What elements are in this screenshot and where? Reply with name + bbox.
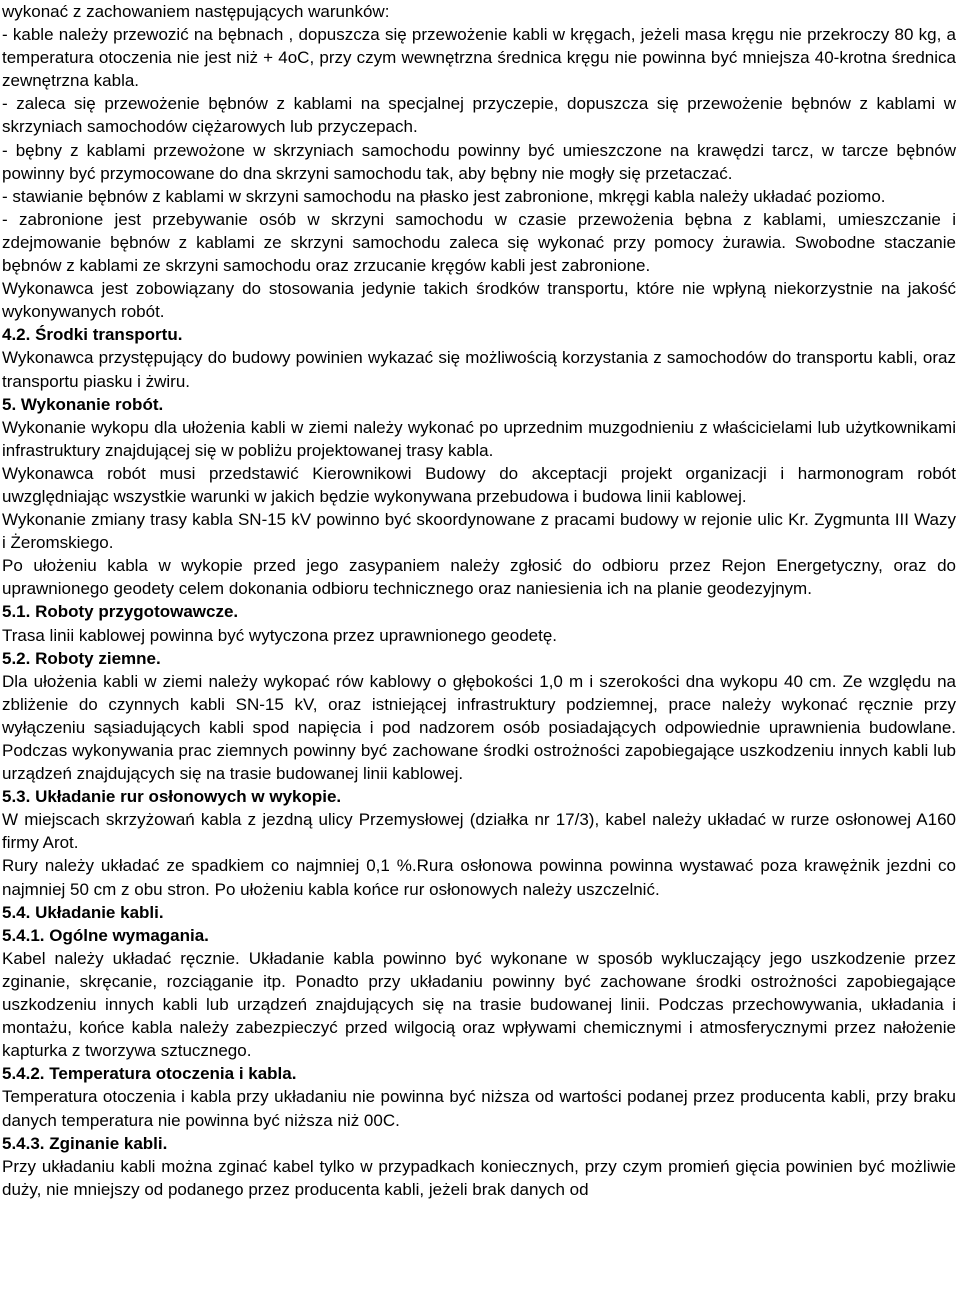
paragraph: Kabel należy układać ręcznie. Układanie kabla powinno być wykonane w sposób wykluczający jego uszkodzenie przez zginanie, skręcanie, rozciąganie itp. Ponadto przy układaniu powinny być zachowane środki ostrożności zapobiegające uszkodzeniu innych kabli lub urządzeń znajdujących się na trasie budowanej linii. Podczas przechowywania, układania i montażu, końce kabla należy zabezpieczyć przed wilgocią oraz wpływami chemicznymi i atmosferycznymi przez nałożenie kapturka z tworzywa sztucznego. bbox=[2, 948, 956, 1061]
paragraph: Rury należy układać ze spadkiem co najmniej 0,1 %.Rura osłonowa powinna powinna wystawać poza krawężnik jezdni co najmniej 50 cm z obu stron. Po ułożeniu kabla końce rur osłonowych należy uszczelnić. bbox=[2, 856, 956, 899]
paragraph: - zaleca się przewożenie bębnów z kablami na specjalnej przyczepie, dopuszcza się przewożenie bębnów z kablami w skrzyniach samochodów ciężarowych lub przyczepach. bbox=[2, 94, 956, 137]
section-heading: 4.2. Środki transportu. bbox=[2, 325, 183, 345]
subsection-heading: 5.4.3. Zginanie kabli. bbox=[2, 1133, 168, 1153]
paragraph: Przy układaniu kabli można zginać kabel tylko w przypadkach koniecznych, przy czym promień gięcia powinien być możliwie duży, nie mniejszy od podanego przez producenta kabli, jeżeli brak danych od bbox=[2, 1156, 956, 1199]
paragraph: Dla ułożenia kabli w ziemi należy wykopać rów kablowy o głębokości 1,0 m i szerokości dna wykopu 40 cm. Ze względu na zbliżenie do czynnych kabli SN-15 kV, oraz istniejącej infrastruktury podziemnej, prace należy wykonać ręcznie przy wyłączeniu sąsiadujących kabli spod napięcia i pod nadzorem osób posiadających odpowiednie uprawnienia budowlane. Podczas wykonywania prac ziemnych powinny być zachowane środki ostrożności zapobiegające uszkodzeniu innych kabli lub urządzeń znajdujących się na trasie budowanej linii kablowej. bbox=[2, 671, 956, 784]
section-heading: 5.2. Roboty ziemne. bbox=[2, 648, 161, 668]
paragraph: Wykonanie wykopu dla ułożenia kabli w ziemi należy wykonać po uprzednim muzgodnieniu z właścicielami lub użytkownikami infrastruktury znajdującej się w pobliżu projektowanej trasy kabla. bbox=[2, 417, 956, 460]
section-heading: 5.4. Układanie kabli. bbox=[2, 902, 164, 922]
paragraph: Wykonawca jest zobowiązany do stosowania jedynie takich środków transportu, które nie wpłyną niekorzystnie na jakość wykonywanych robót. bbox=[2, 279, 956, 322]
section-heading: 5.3. Układanie rur osłonowych w wykopie. bbox=[2, 787, 342, 807]
paragraph: Wykonawca przystępujący do budowy powinien wykazać się możliwością korzystania z samochodów do transportu kabli, oraz transportu piasku i żwiru. bbox=[2, 348, 956, 391]
paragraph: Temperatura otoczenia i kabla przy układaniu nie powinna być niższa od wartości podanej przez producenta kabli, przy braku danych temperatura nie powinna być niższa niż 00C. bbox=[2, 1087, 956, 1130]
paragraph: Wykonanie zmiany trasy kabla SN-15 kV powinno być skoordynowane z pracami budowy w rejonie ulic Kr. Zygmunta III Wazy i Żeromskiego. bbox=[2, 510, 956, 553]
paragraph: - zabronione jest przebywanie osób w skrzyni samochodu w czasie przewożenia bębna z kablami, umieszczanie i zdejmowanie bębnów z kablami ze skrzyni samochodu zaleca się wykonać przy pomocy żurawia. Swobodne staczanie bębnów z kablami ze skrzyni samochodu oraz zrzucanie kręgów kabli jest zabronione. bbox=[2, 209, 956, 276]
subsection-heading: 5.4.2. Temperatura otoczenia i kabla. bbox=[2, 1064, 297, 1084]
section-heading: 5.1. Roboty przygotowawcze. bbox=[2, 602, 239, 622]
paragraph: W miejscach skrzyżowań kabla z jezdną ulicy Przemysłowej (działka nr 17/3), kabel należy układać w rurze osłonowej A160 firmy Arot. bbox=[2, 810, 956, 853]
paragraph: - stawianie bębnów z kablami w skrzyni samochodu na płasko jest zabronione, mkręgi kabla należy układać poziomo. bbox=[2, 186, 886, 206]
paragraph: - kable należy przewozić na bębnach , dopuszcza się przewożenie kabli w kręgach, jeżeli masa kręgu nie przekroczy 80 kg, a temperatura otoczenia nie jest niż + 4oC, przy czym wewnętrzna średnica kręgu nie powinna być mniejsza 40-krotna średnica zewnętrzna kabla. bbox=[2, 25, 956, 91]
subsection-heading: 5.4.1. Ogólne wymagania. bbox=[2, 925, 209, 945]
paragraph: - bębny z kablami przewożone w skrzyniach samochodu powinny być umieszczone na krawędzi tarcz, w tarcze bębnów powinny być przymocowane do dna skrzyni samochodu tak, aby bębny nie mogły się przetaczać. bbox=[2, 140, 956, 183]
paragraph: wykonać z zachowaniem następujących warunków: bbox=[2, 2, 390, 21]
section-heading: 5. Wykonanie robót. bbox=[2, 394, 164, 414]
paragraph: Po ułożeniu kabla w wykopie przed jego zasypaniem należy zgłosić do odbioru przez Rejon Energetyczny, oraz do uprawnionego geodety celem dokonania odbioru technicznego oraz naniesienia ich na planie geodezyjnym. bbox=[2, 556, 956, 599]
paragraph: Trasa linii kablowej powinna być wytyczona przez uprawnionego geodetę. bbox=[2, 625, 558, 645]
paragraph: Wykonawca robót musi przedstawić Kierownikowi Budowy do akceptacji projekt organizacji i harmonogram robót uwzględniając wszystkie warunki w jakich będzie wykonywana przebudowa i budowa linii kablowej. bbox=[2, 463, 956, 506]
